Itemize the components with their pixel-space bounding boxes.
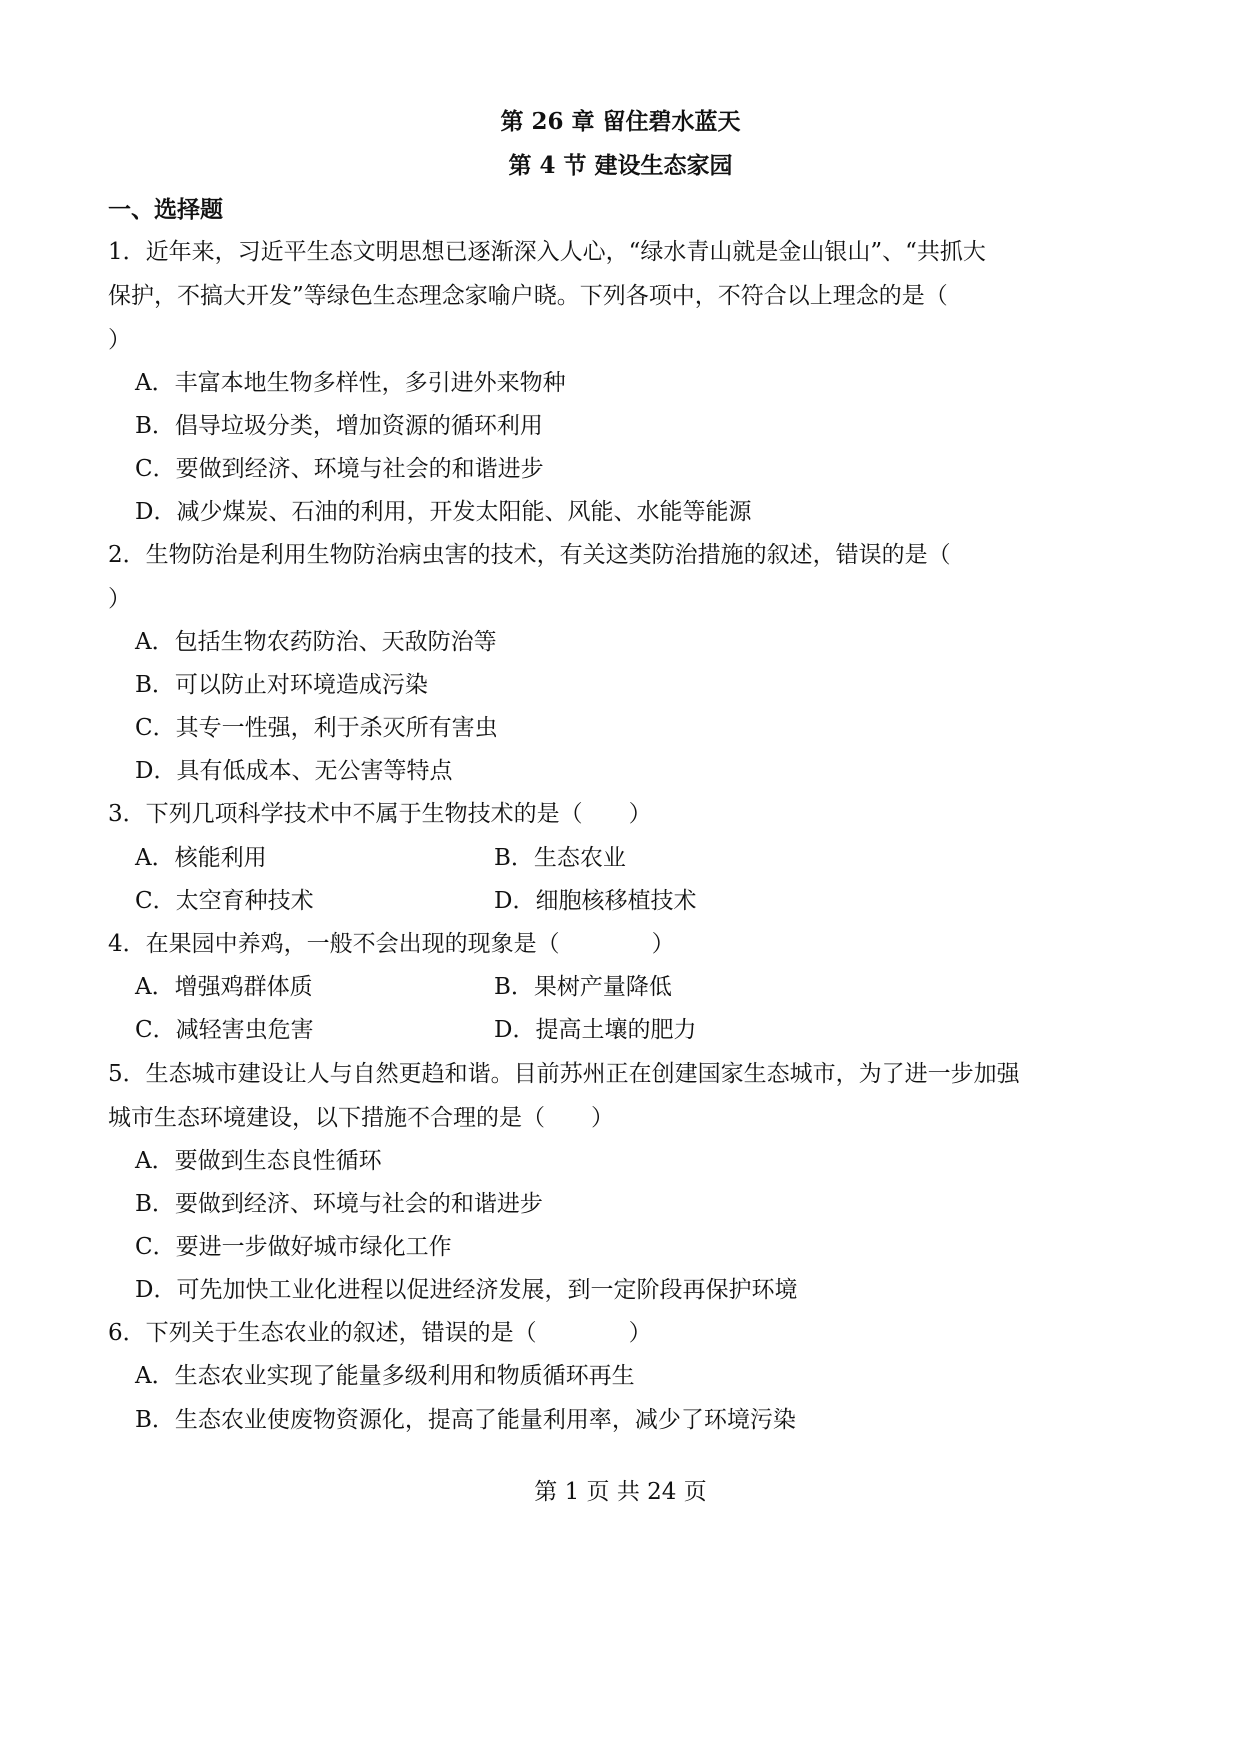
question-stem-line: ） bbox=[108, 327, 131, 353]
question-stem-line: 3．下列几项科学技术中不属于生物技术的是（ ） bbox=[108, 801, 652, 827]
page-footer: 第 1 页 共 24 页 bbox=[534, 1479, 707, 1505]
section-title: 第 4 节 建设生态家园 bbox=[508, 152, 733, 179]
option-d: D．减少煤炭、石油的利用，开发太阳能、风能、水能等能源 bbox=[135, 499, 752, 525]
option-a: A．生态农业实现了能量多级利用和物质循环再生 bbox=[135, 1363, 635, 1389]
question-stem-line: 4．在果园中养鸡，一般不会出现的现象是（ ） bbox=[108, 931, 675, 957]
option-d: D．细胞核移植技术 bbox=[494, 888, 697, 914]
option-c: C．要进一步做好城市绿化工作 bbox=[135, 1234, 452, 1260]
question-stem-line: ） bbox=[108, 586, 131, 612]
option-b: B．可以防止对环境造成污染 bbox=[135, 672, 428, 698]
question-stem-line: 2．生物防治是利用生物防治病虫害的技术，有关这类防治措施的叙述，错误的是（ bbox=[108, 542, 951, 568]
question-stem-line: 6．下列关于生态农业的叙述，错误的是（ ） bbox=[108, 1320, 652, 1346]
option-a: A．核能利用 bbox=[135, 845, 267, 871]
option-b: B．果树产量降低 bbox=[494, 974, 672, 1000]
option-d: D．提高土壤的肥力 bbox=[494, 1017, 697, 1043]
option-a: A．增强鸡群体质 bbox=[135, 974, 313, 1000]
question-stem-line: 1．近年来，习近平生态文明思想已逐渐深入人心，“绿水青山就是金山银山”、“共抓大 bbox=[108, 239, 986, 265]
option-c: C．太空育种技术 bbox=[135, 888, 314, 914]
option-d: D．具有低成本、无公害等特点 bbox=[135, 758, 453, 784]
option-b: B．倡导垃圾分类，增加资源的循环利用 bbox=[135, 413, 543, 439]
chapter-title: 第 26 章 留住碧水蓝天 bbox=[500, 108, 741, 135]
option-b: B．生态农业 bbox=[494, 845, 626, 871]
section-heading: 一、选择题 bbox=[108, 196, 223, 223]
question-stem-line: 保护，不搞大开发”等绿色生态理念家喻户晓。下列各项中，不符合以上理念的是（ bbox=[108, 283, 948, 309]
option-c: C．其专一性强，利于杀灭所有害虫 bbox=[135, 715, 498, 741]
option-a: A．丰富本地生物多样性，多引进外来物种 bbox=[135, 370, 566, 396]
option-a: A．要做到生态良性循环 bbox=[135, 1148, 382, 1174]
option-c: C．要做到经济、环境与社会的和谐进步 bbox=[135, 456, 544, 482]
option-b: B．生态农业使废物资源化，提高了能量利用率，减少了环境污染 bbox=[135, 1407, 796, 1433]
option-d: D．可先加快工业化进程以促进经济发展，到一定阶段再保护环境 bbox=[135, 1277, 798, 1303]
option-c: C．减轻害虫危害 bbox=[135, 1017, 314, 1043]
option-b: B．要做到经济、环境与社会的和谐进步 bbox=[135, 1191, 543, 1217]
question-stem-line: 城市生态环境建设，以下措施不合理的是（ ） bbox=[108, 1105, 614, 1131]
option-a: A．包括生物农药防治、天敌防治等 bbox=[135, 629, 497, 655]
question-stem-line: 5．生态城市建设让人与自然更趋和谐。目前苏州正在创建国家生态城市，为了进一步加强 bbox=[108, 1061, 1020, 1087]
